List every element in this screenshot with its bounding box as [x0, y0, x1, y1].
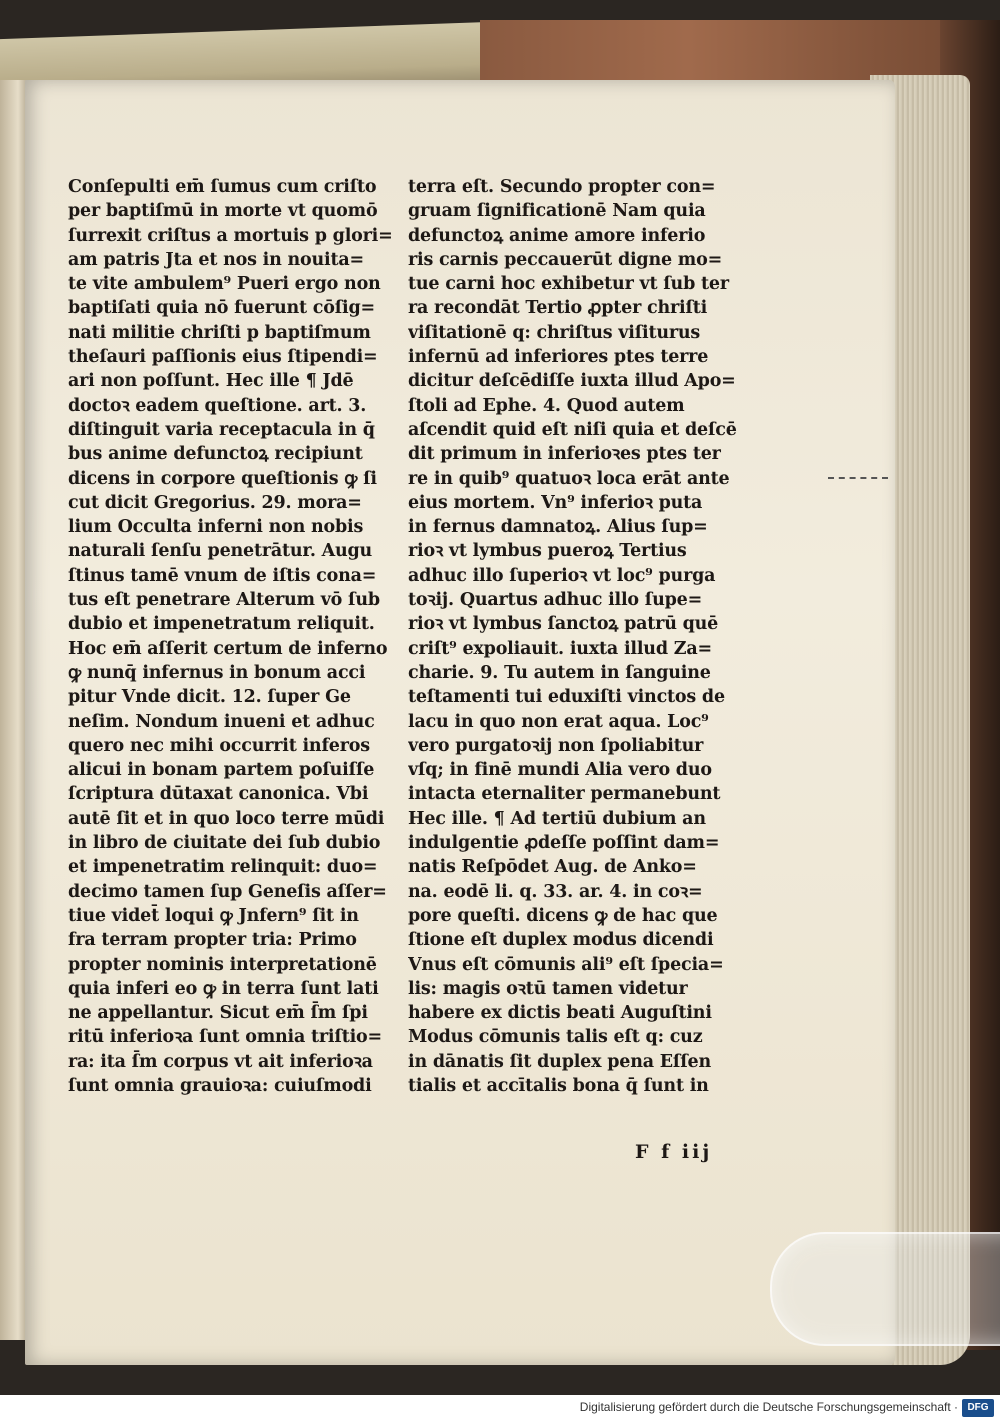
signature-mark: F f iij: [635, 1141, 713, 1163]
text-column-right: [408, 175, 753, 1098]
text-line: habere ex dictis beati Auguſtini: [408, 1003, 712, 1024]
text-line: rioꝛ vt lymbus pueroꝝ Tertius: [408, 541, 687, 562]
text-line: charie. 9. Tu autem in ſanguine: [408, 662, 711, 683]
text-line: rioꝛ vt lymbus ſanctoꝝ patrū quē: [408, 614, 719, 635]
text-line: Hoc em̄ aſſerit certum de inferno: [68, 638, 388, 659]
dfg-logo: DFG: [962, 1399, 994, 1417]
text-line: re in quib⁹ quatuoꝛ loca erāt ante: [408, 468, 730, 489]
text-line: ra: ita ſ̄m corpus vt ait inferioꝛa: [68, 1051, 373, 1072]
text-line: teſtamenti tui eduxiſti vinctos de: [408, 687, 725, 708]
text-line: bus anime defunctoꝝ recipiunt: [68, 444, 363, 465]
text-line: defunctoꝝ anime amore inferio: [408, 225, 706, 246]
book-page: [25, 80, 895, 1365]
margin-mark: [828, 477, 888, 479]
text-line: doctoꝛ eadem queſtione. art. 3.: [68, 395, 367, 416]
text-line: quia inferi eo ꝙ in terra ſunt lati: [68, 978, 379, 999]
text-line: criſt⁹ expoliauit. iuxta illud Za=: [408, 638, 712, 659]
text-line: tialis et accītalis bona q̄ ſunt in: [408, 1075, 709, 1096]
text-line: dubio et impenetratum reliquit.: [68, 614, 375, 635]
text-line: tiue videt̄ loqui ꝙ Jnfern⁹ ſit in: [68, 905, 359, 926]
text-line: ꝙ nunq̄ infernus in bonum acci: [68, 662, 366, 683]
text-line: ſunt omnia grauioꝛa: cuiuſmodi: [68, 1075, 372, 1096]
text-line: toꝛij. Quartus adhuc illo ſupe=: [408, 590, 703, 611]
text-line: vſq; in finē mundi Alia vero duo: [408, 760, 712, 781]
text-line: lacu in quo non erat aqua. Loc⁹: [408, 711, 709, 732]
text-line: Modus cōmunis talis eſt q: cuz: [408, 1027, 703, 1048]
text-line: baptiſati quia nō fuerunt cōſig=: [68, 298, 375, 319]
glass-weight: [770, 1232, 1000, 1346]
text-line: pore queſti. dicens ꝙ de hac que: [408, 905, 718, 926]
text-line: diſtinguit varia receptacula in q̄: [68, 419, 375, 440]
text-line: ris carnis peccauerūt digne mo=: [408, 249, 723, 270]
text-line: nati militie chriſti p baptiſmum: [68, 322, 371, 343]
text-line: pitur Vnde dicit. 12. ſuper Ge: [68, 687, 351, 708]
text-line: dicitur deſcēdiſſe iuxta illud Apo=: [408, 371, 736, 392]
text-line: am patris Jta et nos in nouita=: [68, 249, 364, 270]
text-line: in dānatis ſit duplex pena Eſſen: [408, 1051, 712, 1072]
text-line: terra eſt. Secundo propter con=: [408, 177, 716, 197]
text-line: quero nec mihi occurrit inferos: [68, 735, 370, 756]
text-line: dicens in corpore queſtionis ꝙ ſi: [68, 468, 377, 489]
text-line: ſtione eſt duplex modus dicendi: [408, 930, 714, 951]
text-line: intacta eternaliter permanebunt: [408, 784, 721, 805]
text-line: ſurrexit criſtus a mortuis p glori=: [68, 225, 393, 246]
text-line: propter nominis interpretationē: [68, 954, 377, 975]
text-line: na. eodē li. q. 33. ar. 4. in coꝛ=: [408, 881, 703, 902]
text-line: Vnus eſt cōmunis ali⁹ eſt ſpecia=: [408, 954, 724, 975]
footer-bar: [0, 1395, 1000, 1421]
text-line: per baptiſmū in morte vt quomō: [68, 201, 378, 222]
text-line: ne appellantur. Sicut em̄ ſ̄m ſpi: [68, 1003, 368, 1024]
text-line: ſcriptura dūtaxat canonica. Vbi: [68, 784, 369, 805]
text-line: lium Occulta inferni non nobis: [68, 517, 364, 538]
text-line: lis: magis oꝛtū tamen videtur: [408, 978, 688, 999]
text-line: vero purgatoꝛij non ſpoliabitur: [408, 735, 704, 756]
text-line: cut dicit Gregorius. 29. mora=: [68, 492, 362, 513]
text-line: ſtoli ad Ephe. 4. Quod autem: [408, 395, 685, 416]
text-line: natis Reſpōdet Aug. de Anko=: [408, 857, 697, 878]
text-line: ſtinus tamē vnum de iſtis cona=: [68, 565, 377, 586]
text-line: dit primum in inferioꝛes ptes ter: [408, 444, 721, 465]
text-line: Hec ille. ¶ Ad tertiū dubium an: [408, 808, 706, 829]
text-line: te vite ambulem⁹ Pueri ergo non: [68, 274, 381, 295]
text-line: fra terram propter tria: Primo: [68, 930, 357, 951]
text-line: tus eſt penetrare Alterum vō ſub: [68, 590, 380, 611]
text-line: ritū inferioꝛa ſunt omnia triſtio=: [68, 1027, 382, 1048]
text-line: infernū ad inferiores ptes terre: [408, 347, 709, 368]
text-line: et impenetratim relinquit: duo=: [68, 857, 378, 878]
text-line: alicui in bonam partem poſuiſſe: [68, 760, 375, 781]
text-line: tue carni hoc exhibetur vt ſub ter: [408, 274, 729, 295]
text-line: neſim. Nondum inueni et adhuc: [68, 711, 375, 732]
text-line: naturali ſenſu penetrātur. Augu: [68, 541, 373, 562]
funding-credit: Digitalisierung gefördert durch die Deutsche Forschungsgemeinschaft ·: [579, 1400, 958, 1414]
text-line: indulgentie ꝓdeſſe poſſint dam=: [408, 833, 720, 854]
text-line: ari non poſſunt. Hec ille ¶ Jdē: [68, 371, 354, 392]
text-line: adhuc illo ſuperioꝛ vt loc⁹ purga: [408, 565, 716, 586]
text-line: decimo tamen ſup Geneſis aſſer=: [68, 881, 387, 902]
text-line: viſitationē q: chriſtus viſiturus: [408, 322, 701, 343]
text-line: in fernus damnatoꝝ. Alius ſup=: [408, 517, 708, 538]
text-line: eius mortem. Vn⁹ inferioꝛ puta: [408, 492, 703, 513]
text-line: theſauri paſſionis eius ſtipendi=: [68, 347, 378, 368]
text-line: autē ſit et in quo loco terre mūdi: [68, 808, 385, 829]
text-line: gruam ſignificationē Nam quia: [408, 201, 706, 222]
text-line: ra recondāt Tertio ꝓpter chriſti: [408, 298, 708, 319]
text-line: Conſepulti em̄ ſumus cum criſto: [68, 177, 377, 197]
text-column-left: [68, 175, 398, 1098]
text-line: aſcendit quid eſt niſi quia et deſcē: [408, 419, 737, 440]
text-line: in libro de ciuitate dei ſub dubio: [68, 833, 381, 854]
